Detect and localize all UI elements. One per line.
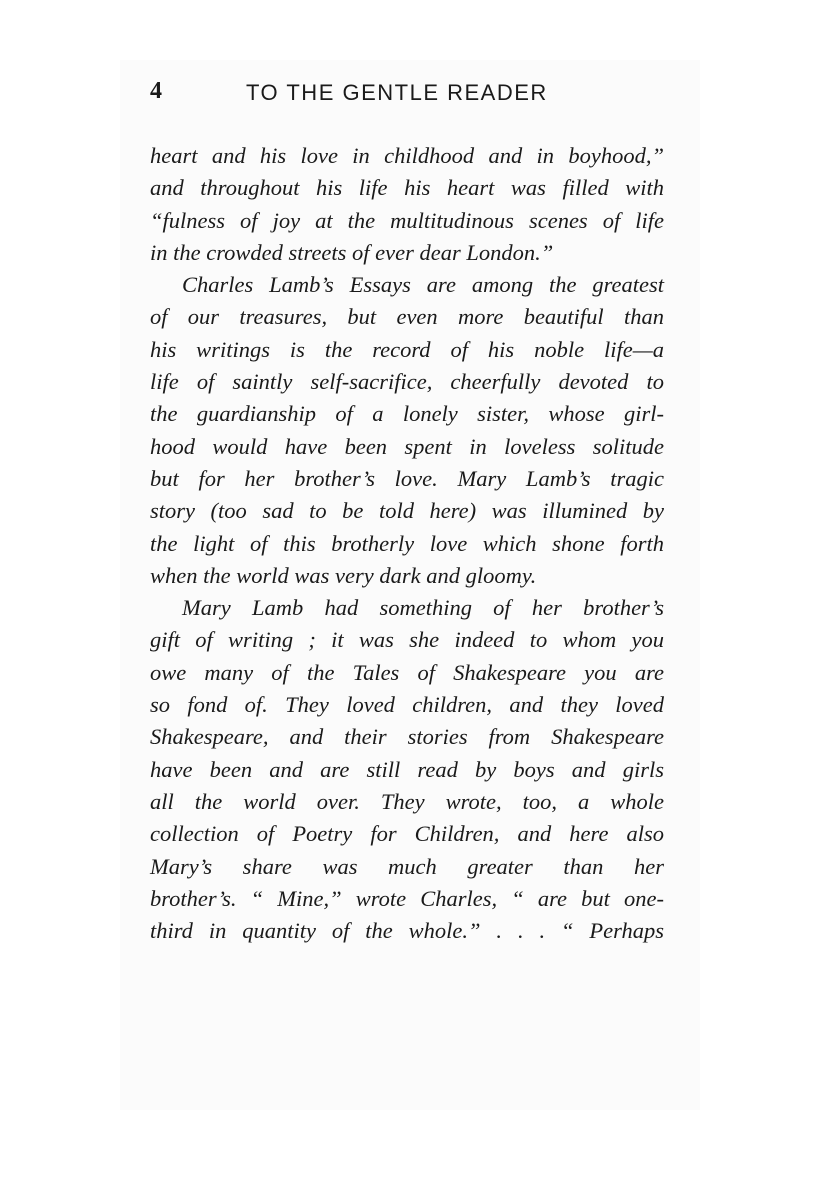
text-line: heart and his love in childhood and in boyhood,” [150, 143, 664, 168]
text-line: brother’s. “ Mine,” wrote Charles, “ are but one- [150, 885, 664, 911]
text-line: of our treasures, but even more beautiful than [150, 304, 664, 330]
page-number: 4 [150, 78, 162, 104]
text-line: in the crowded streets of ever dear London.” [150, 239, 554, 265]
text-line: the light of this brotherly love which shone forth [150, 530, 664, 556]
running-head: TO THE GENTLE READER [246, 80, 548, 105]
text-line: life of saintly self-sacrifice, cheerfully devoted to [150, 369, 664, 395]
text-line: hood would have been spent in loveless solitude [150, 433, 664, 459]
paragraph-start-line: Mary Lamb had something of her brother’s [182, 595, 664, 621]
text-line: and throughout his life his heart was filled with [150, 175, 664, 201]
text-line: the guardianship of a lonely sister, whose girl- [150, 401, 664, 427]
paragraph-start-line: Charles Lamb’s Essays are among the greatest [182, 272, 664, 298]
text-line: third in quantity of the whole.” . . . “ Perhaps [150, 918, 664, 944]
text-line: his writings is the record of his noble life—a [150, 336, 664, 362]
body-text [150, 140, 664, 947]
text-line: owe many of the Tales of Shakespeare you are [150, 659, 664, 685]
text-line: when the world was very dark and gloomy. [150, 562, 537, 588]
text-line: but for her brother’s love. Mary Lamb’s tragic [150, 465, 664, 491]
text-line: “fulness of joy at the multitudinous scenes of life [150, 207, 664, 233]
text-line: Mary’s share was much greater than her [150, 853, 664, 879]
text-line: collection of Poetry for Children, and here also [150, 821, 664, 847]
text-line: story (too sad to be told here) was illumined by [150, 498, 664, 524]
text-line: gift of writing ; it was she indeed to whom you [150, 627, 664, 653]
text-line: have been and are still read by boys and girls [150, 756, 664, 782]
text-line: so fond of. They loved children, and they loved [150, 692, 664, 718]
page-header [150, 78, 670, 118]
text-line: all the world over. They wrote, too, a whole [150, 788, 664, 814]
text-line: Shakespeare, and their stories from Shakespeare [150, 724, 664, 750]
